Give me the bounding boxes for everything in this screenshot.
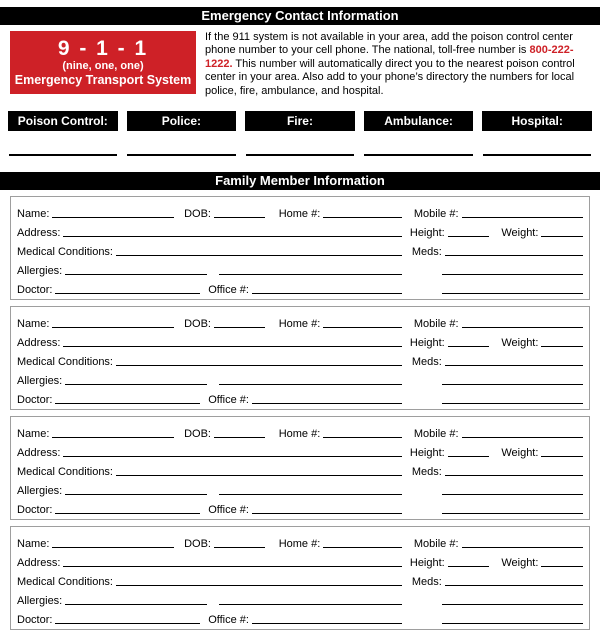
doctor-office-row <box>17 497 583 516</box>
address-blank-line <box>63 346 401 347</box>
height-label: Height: <box>409 227 445 240</box>
poison-control-instructions <box>205 31 592 98</box>
allergies-continued-blank-line <box>219 384 402 385</box>
medical-conditions-label: Medical Conditions: <box>17 576 113 589</box>
name-blank-line <box>52 327 174 328</box>
name-dob-phone-row <box>17 201 583 220</box>
allergies-blank-line <box>65 274 206 275</box>
office-phone-label: Office #: <box>208 504 249 517</box>
medical-conditions-label: Medical Conditions: <box>17 356 113 369</box>
emergency-contact-labels-row <box>8 111 592 131</box>
nine-one-one-phonetic: (nine, one, one) <box>62 60 144 72</box>
meds-continued-blank-line-2 <box>442 403 583 404</box>
doctor-office-row <box>17 277 583 296</box>
home-phone-blank-line <box>323 547 402 548</box>
doctor-office-row <box>17 607 583 626</box>
office-phone-label: Office #: <box>208 614 249 627</box>
weight-blank-line <box>541 566 583 567</box>
doctor-label: Doctor: <box>17 504 53 517</box>
dob-blank-line <box>214 437 265 438</box>
allergies-continued-blank-line <box>219 494 402 495</box>
meds-continued-blank-line-1 <box>442 274 583 275</box>
family-sections <box>0 196 600 630</box>
doctor-office-row <box>17 387 583 406</box>
home-phone-label: Home #: <box>278 538 321 551</box>
name-label: Name: <box>17 538 50 551</box>
meds-label: Meds: <box>411 576 442 589</box>
nine-one-one-card <box>10 31 196 94</box>
dob-label: DOB: <box>184 538 211 551</box>
page-title: Emergency Contact Information <box>0 7 600 25</box>
name-label: Name: <box>17 428 50 441</box>
medical-conditions-meds-row <box>17 349 583 368</box>
dob-blank-line <box>214 217 265 218</box>
meds-continued-blank-line-1 <box>442 494 583 495</box>
address-label: Address: <box>17 337 61 350</box>
address-blank-line <box>63 236 401 237</box>
name-dob-phone-row <box>17 531 583 550</box>
home-phone-label: Home #: <box>278 318 321 331</box>
allergies-blank-line <box>65 494 206 495</box>
medical-conditions-blank-line <box>116 475 402 476</box>
name-label: Name: <box>17 208 50 221</box>
weight-blank-line <box>541 346 583 347</box>
office-phone-label: Office #: <box>208 394 249 407</box>
dob-blank-line <box>214 547 265 548</box>
mobile-phone-label: Mobile #: <box>413 538 459 551</box>
allergies-label: Allergies: <box>17 375 63 388</box>
height-blank-line <box>448 566 490 567</box>
emergency-contact-blank-lines-row <box>9 154 591 156</box>
height-label: Height: <box>409 557 445 570</box>
weight-label: Weight: <box>501 227 539 240</box>
height-label: Height: <box>409 337 445 350</box>
instructions-after-phone: This number will automatically direct you to the nearest poison control center in your area. Also add to your phone’s directory the numbers for local police, fire, ambulance, and hospital. <box>205 57 575 97</box>
mobile-phone-label: Mobile #: <box>413 428 459 441</box>
medical-conditions-meds-row <box>17 459 583 478</box>
address-label: Address: <box>17 227 61 240</box>
family-member-section <box>10 416 590 520</box>
contact-label-fire: Fire: <box>245 111 355 131</box>
address-label: Address: <box>17 557 61 570</box>
meds-continued-blank-line-1 <box>442 384 583 385</box>
name-dob-phone-row <box>17 311 583 330</box>
height-blank-line <box>448 346 490 347</box>
medical-conditions-label: Medical Conditions: <box>17 246 113 259</box>
doctor-label: Doctor: <box>17 394 53 407</box>
height-blank-line <box>448 456 490 457</box>
height-blank-line <box>448 236 490 237</box>
address-blank-line <box>63 566 401 567</box>
mobile-phone-blank-line <box>462 327 583 328</box>
home-phone-blank-line <box>323 437 402 438</box>
doctor-blank-line <box>55 623 200 624</box>
hero-row <box>10 31 592 98</box>
fire-blank-line <box>246 154 354 156</box>
name-dob-phone-row <box>17 421 583 440</box>
family-member-section-title: Family Member Information <box>0 172 600 190</box>
meds-blank-line <box>445 475 583 476</box>
allergies-label: Allergies: <box>17 595 63 608</box>
home-phone-blank-line <box>323 217 402 218</box>
poison-control-phone-number: 800-222-1222. <box>205 44 574 70</box>
allergies-blank-line <box>65 384 206 385</box>
weight-label: Weight: <box>501 447 539 460</box>
medical-conditions-label: Medical Conditions: <box>17 466 113 479</box>
name-blank-line <box>52 437 174 438</box>
instructions-before-phone: If the 911 system is not available in your area, add the poison control center phone number to your cell phone. The national, toll-free number is <box>205 31 573 57</box>
allergies-row <box>17 478 583 497</box>
address-height-weight-row <box>17 550 583 569</box>
family-member-section <box>10 306 590 410</box>
meds-continued-blank-line-2 <box>442 513 583 514</box>
mobile-phone-blank-line <box>462 547 583 548</box>
medical-conditions-blank-line <box>116 365 402 366</box>
medical-conditions-blank-line <box>116 255 402 256</box>
weight-blank-line <box>541 236 583 237</box>
meds-continued-blank-line-2 <box>442 293 583 294</box>
meds-label: Meds: <box>411 246 442 259</box>
allergies-continued-blank-line <box>219 604 402 605</box>
contact-label-hospital: Hospital: <box>482 111 592 131</box>
address-blank-line <box>63 456 401 457</box>
home-phone-label: Home #: <box>278 428 321 441</box>
office-phone-label: Office #: <box>208 284 249 297</box>
mobile-phone-label: Mobile #: <box>413 208 459 221</box>
dob-blank-line <box>214 327 265 328</box>
meds-blank-line <box>445 365 583 366</box>
allergies-row <box>17 588 583 607</box>
contact-label-ambulance: Ambulance: <box>364 111 474 131</box>
office-phone-blank-line <box>252 623 402 624</box>
home-phone-label: Home #: <box>278 208 321 221</box>
meds-continued-blank-line-2 <box>442 623 583 624</box>
nine-one-one-number: 9 - 1 - 1 <box>57 37 149 60</box>
nine-one-one-caption: Emergency Transport System <box>14 73 192 87</box>
weight-blank-line <box>541 456 583 457</box>
medical-conditions-blank-line <box>116 585 402 586</box>
contact-label-poison-control: Poison Control: <box>8 111 118 131</box>
meds-label: Meds: <box>411 466 442 479</box>
office-phone-blank-line <box>252 403 402 404</box>
contact-label-police: Police: <box>127 111 237 131</box>
weight-label: Weight: <box>501 557 539 570</box>
address-height-weight-row <box>17 330 583 349</box>
address-label: Address: <box>17 447 61 460</box>
ambulance-blank-line <box>364 154 472 156</box>
mobile-phone-blank-line <box>462 437 583 438</box>
poison-control-blank-line <box>9 154 117 156</box>
address-height-weight-row <box>17 220 583 239</box>
allergies-label: Allergies: <box>17 485 63 498</box>
office-phone-blank-line <box>252 293 402 294</box>
doctor-label: Doctor: <box>17 284 53 297</box>
allergies-label: Allergies: <box>17 265 63 278</box>
hospital-blank-line <box>483 154 591 156</box>
home-phone-blank-line <box>323 327 402 328</box>
doctor-blank-line <box>55 293 200 294</box>
mobile-phone-blank-line <box>462 217 583 218</box>
dob-label: DOB: <box>184 318 211 331</box>
address-height-weight-row <box>17 440 583 459</box>
doctor-blank-line <box>55 403 200 404</box>
meds-continued-blank-line-1 <box>442 604 583 605</box>
police-blank-line <box>127 154 235 156</box>
doctor-label: Doctor: <box>17 614 53 627</box>
medical-conditions-meds-row <box>17 239 583 258</box>
meds-label: Meds: <box>411 356 442 369</box>
family-member-section <box>10 526 590 630</box>
doctor-blank-line <box>55 513 200 514</box>
height-label: Height: <box>409 447 445 460</box>
medical-conditions-meds-row <box>17 569 583 588</box>
name-blank-line <box>52 217 174 218</box>
weight-label: Weight: <box>501 337 539 350</box>
meds-blank-line <box>445 255 583 256</box>
allergies-blank-line <box>65 604 206 605</box>
name-blank-line <box>52 547 174 548</box>
allergies-row <box>17 258 583 277</box>
office-phone-blank-line <box>252 513 402 514</box>
mobile-phone-label: Mobile #: <box>413 318 459 331</box>
family-member-section <box>10 196 590 300</box>
allergies-row <box>17 368 583 387</box>
allergies-continued-blank-line <box>219 274 402 275</box>
dob-label: DOB: <box>184 208 211 221</box>
meds-blank-line <box>445 585 583 586</box>
name-label: Name: <box>17 318 50 331</box>
dob-label: DOB: <box>184 428 211 441</box>
